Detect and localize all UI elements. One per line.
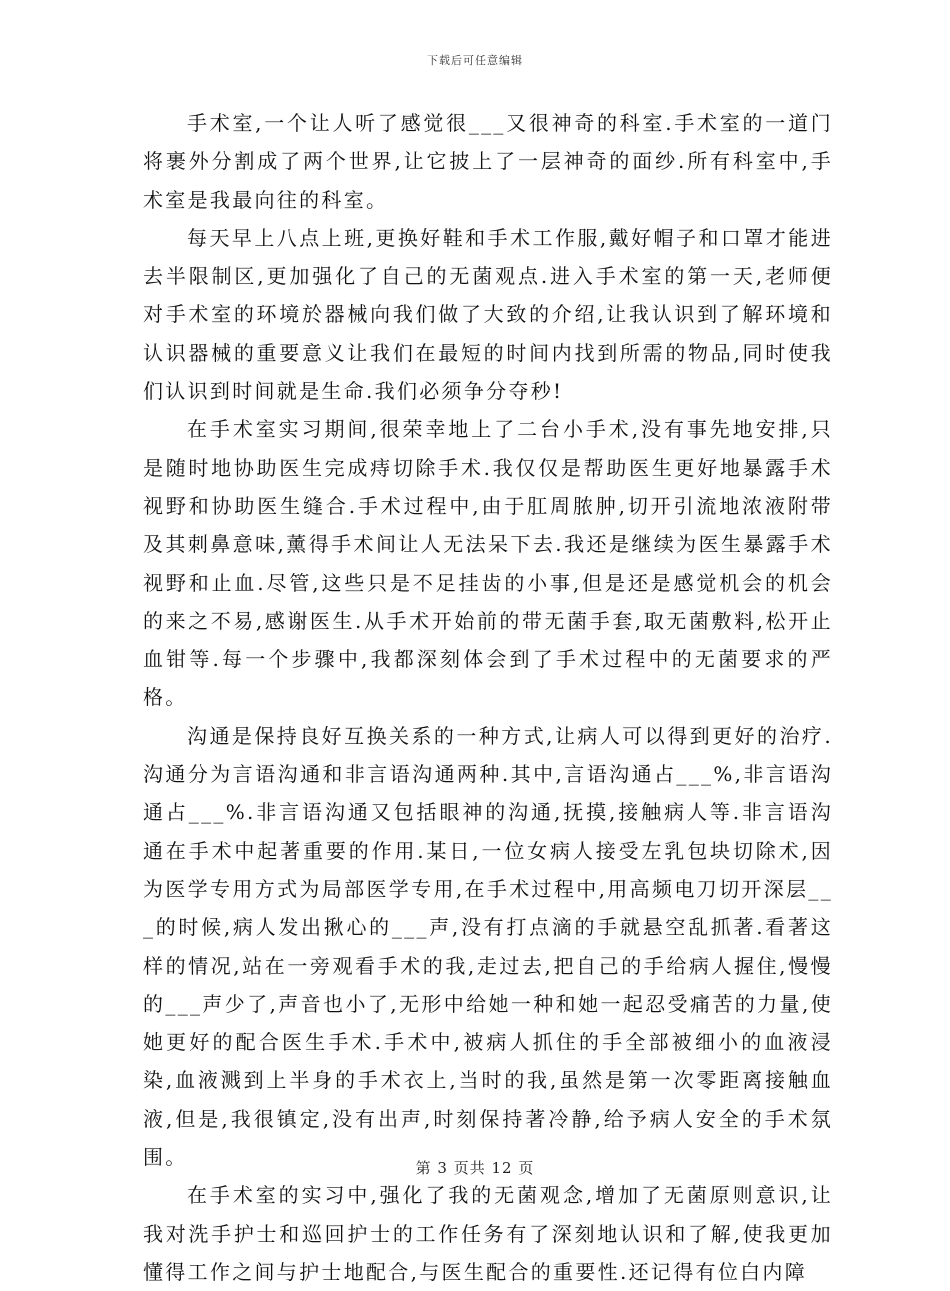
paragraph: 在手术室的实习中,强化了我的无菌观念,增加了无菌原则意识,让我对洗手护士和巡回护士的工作任务有了深刻地认识和了解,使我更加懂得工作之间与护士地配合,与医生配合的重要性.还记得有位白内障 (143, 1183, 833, 1284)
paragraph: 沟通是保持良好互换关系的一种方式,让病人可以得到更好的治疗.沟通分为言语沟通和非言语沟通两种.其中,言语沟通占___%,非言语沟通占___%.非言语沟通又包括眼神的沟通,抚摸,接触病人等.非言语沟通在手术中起著重要的作用.某日,一位女病人接受左乳包块切除术,因为医学专用方式为局部医学专用,在手术过程中,用高频电刀切开深层___的时候,病人发出揪心的___声,没有打点滴的手就悬空乱抓著.看著这样的情况,站在一旁观看手术的我,走过去,把自己的手给病人握住,慢慢的___声少了,声音也小了,无形中给她一种和她一起忍受痛苦的力量,使她更好的配合医生手术.手术中,被病人抓住的手全部被细小的血液浸染,血液溅到上半身的手术衣上,当时的我,虽然是第一次零距离接触血液,但是,我很镇定,没有出声,时刻保持著冷静,给予病人安全的手术氛围。 (143, 723, 833, 1170)
page-header: 下载后可任意编辑 (427, 54, 523, 67)
document-body (143, 104, 833, 1291)
paragraph: 每天早上八点上班,更换好鞋和手术工作服,戴好帽子和口罩才能进去半限制区,更加强化了自己的无菌观点.进入手术室的第一天,老师便对手术室的环境於器械向我们做了大致的介绍,让我认识到了解环境和认识器械的重要意义让我们在最短的时间内找到所需的物品,同时使我们认识到时间就是生命.我们必须争分夺秒! (143, 225, 833, 404)
page-number-footer: 第 3 页共 12 页 (415, 1159, 535, 1177)
paragraph: 手术室,一个让人听了感觉很___又很神奇的科室.手术室的一道门将裹外分割成了两个世界,让它披上了一层神奇的面纱.所有科室中,手术室是我最向往的科室。 (143, 111, 833, 212)
paragraph: 在手术室实习期间,很荣幸地上了二台小手术,没有事先地安排,只是随时地协助医生完成痔切除手术.我仅仅是帮助医生更好地暴露手术视野和协助医生缝合.手术过程中,由于肛周脓肿,切开引流地浓液附带及其刺鼻意味,薰得手术间让人无法呆下去.我还是继续为医生暴露手术视野和止血.尽管,这些只是不足挂齿的小事,但是还是感觉机会的机会的来之不易,感谢医生.从手术开始前的带无菌手套,取无菌敷料,松开止血钳等.每一个步骤中,我都深刻体会到了手术过程中的无菌要求的严格。 (143, 417, 833, 710)
